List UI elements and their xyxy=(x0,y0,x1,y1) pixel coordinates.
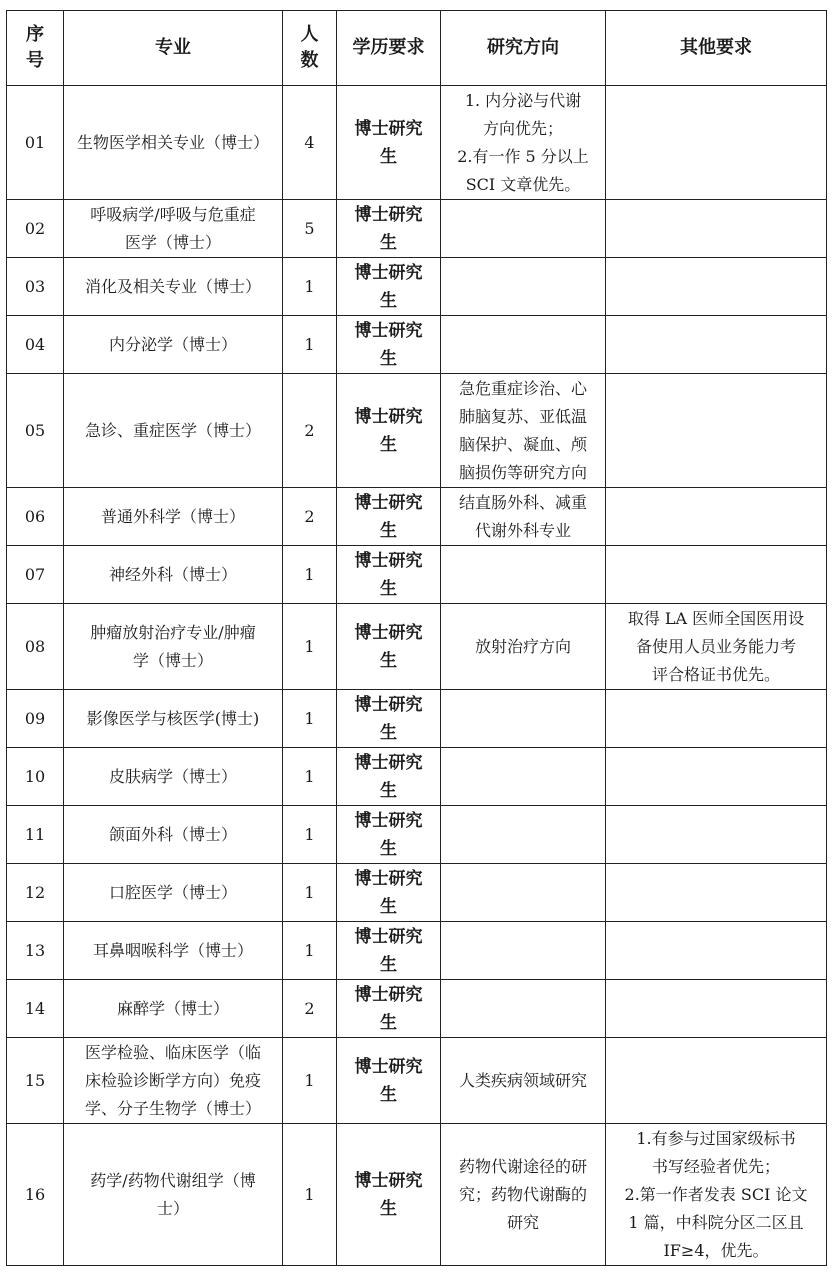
cell-research-line: 放射治疗方向 xyxy=(474,636,571,656)
cell-education-line: 生 xyxy=(380,578,397,599)
cell-education-line: 生 xyxy=(380,1198,397,1219)
cell-education xyxy=(337,200,441,258)
cell-education-line: 博士研究 xyxy=(354,262,423,283)
cell-no: 09 xyxy=(7,690,64,748)
cell-count: 1 xyxy=(283,748,337,806)
table-body xyxy=(7,86,827,1266)
table-row xyxy=(7,1038,827,1124)
table-row xyxy=(7,258,827,316)
cell-education-line: 生 xyxy=(380,1084,397,1105)
cell-other xyxy=(606,980,827,1038)
cell-major-line: 床检验诊断学方向）免疫 xyxy=(84,1070,261,1090)
cell-research-line: 肺脑复苏、亚低温 xyxy=(458,406,587,426)
cell-other-line: 1 篇，中科院分区二区且 xyxy=(628,1212,804,1232)
table-row xyxy=(7,374,827,488)
table-row xyxy=(7,488,827,546)
cell-research xyxy=(441,316,606,374)
cell-major xyxy=(64,546,283,604)
cell-other-line: 取得 LA 医师全国医用设 xyxy=(627,608,805,628)
cell-major-line: 麻醉学（博士） xyxy=(116,998,229,1018)
cell-no: 03 xyxy=(7,258,64,316)
cell-education-line: 生 xyxy=(380,1012,397,1033)
cell-major-line: 生物医学相关专业（博士） xyxy=(76,132,269,152)
cell-other-line: 评合格证书优先。 xyxy=(651,664,780,684)
cell-education xyxy=(337,1124,441,1266)
cell-no: 12 xyxy=(7,864,64,922)
cell-education-line: 生 xyxy=(380,838,397,859)
header-education: 学历要求 xyxy=(337,11,441,86)
table-row xyxy=(7,316,827,374)
cell-education-line: 博士研究 xyxy=(354,550,423,571)
cell-no: 10 xyxy=(7,748,64,806)
cell-no: 15 xyxy=(7,1038,64,1124)
cell-other-line: 1.有参与过国家级标书 xyxy=(636,1128,796,1148)
cell-other xyxy=(606,546,827,604)
table-row xyxy=(7,806,827,864)
cell-research-line: 急危重症诊治、心 xyxy=(458,378,587,398)
cell-no: 04 xyxy=(7,316,64,374)
cell-education-line: 博士研究 xyxy=(354,984,423,1005)
cell-education-line: 生 xyxy=(380,650,397,671)
cell-research xyxy=(441,374,606,488)
cell-research xyxy=(441,1124,606,1266)
cell-education-line: 博士研究 xyxy=(354,118,423,139)
cell-no: 13 xyxy=(7,922,64,980)
cell-major xyxy=(64,374,283,488)
cell-other xyxy=(606,258,827,316)
cell-education-line: 生 xyxy=(380,434,397,455)
cell-other xyxy=(606,316,827,374)
cell-major-line: 神经外科（博士） xyxy=(108,564,237,584)
cell-major-line: 耳鼻咽喉科学（博士） xyxy=(92,940,253,960)
cell-research xyxy=(441,864,606,922)
cell-education-line: 生 xyxy=(380,954,397,975)
cell-count: 1 xyxy=(283,1038,337,1124)
cell-education xyxy=(337,316,441,374)
cell-education-line: 生 xyxy=(380,232,397,253)
cell-other xyxy=(606,604,827,690)
cell-major-line: 颌面外科（博士） xyxy=(108,824,237,844)
cell-education-line: 博士研究 xyxy=(354,810,423,831)
cell-research-line: 脑损伤等研究方向 xyxy=(458,462,587,482)
cell-count: 1 xyxy=(283,316,337,374)
cell-education-line: 生 xyxy=(380,290,397,311)
cell-other xyxy=(606,806,827,864)
table-row xyxy=(7,1124,827,1266)
cell-major-line: 士） xyxy=(156,1198,189,1218)
cell-major xyxy=(64,806,283,864)
cell-education-line: 生 xyxy=(380,348,397,369)
cell-research xyxy=(441,546,606,604)
cell-education-line: 生 xyxy=(380,722,397,743)
header-major: 专业 xyxy=(64,11,283,86)
cell-research-line: 药物代谢途径的研 xyxy=(458,1156,587,1176)
cell-research xyxy=(441,806,606,864)
table-row xyxy=(7,604,827,690)
cell-count: 1 xyxy=(283,922,337,980)
cell-major-line: 影像医学与核医学(博士) xyxy=(86,708,260,728)
cell-no: 16 xyxy=(7,1124,64,1266)
table-row xyxy=(7,748,827,806)
cell-education-line: 生 xyxy=(380,896,397,917)
cell-research-line: 结直肠外科、减重 xyxy=(458,492,587,512)
cell-other-line: 2.第一作者发表 SCI 论文 xyxy=(624,1184,808,1204)
table-row xyxy=(7,546,827,604)
cell-other xyxy=(606,748,827,806)
cell-education xyxy=(337,980,441,1038)
cell-education-line: 博士研究 xyxy=(354,694,423,715)
cell-education xyxy=(337,488,441,546)
recruitment-table xyxy=(6,10,827,1266)
cell-education-line: 博士研究 xyxy=(354,1170,423,1191)
cell-major xyxy=(64,690,283,748)
cell-count: 1 xyxy=(283,1124,337,1266)
cell-education-line: 生 xyxy=(380,520,397,541)
cell-education xyxy=(337,258,441,316)
cell-other-line: IF≥4，优先。 xyxy=(663,1240,769,1260)
cell-education xyxy=(337,690,441,748)
cell-other xyxy=(606,488,827,546)
cell-count: 1 xyxy=(283,806,337,864)
cell-research-line: 1. 内分泌与代谢 xyxy=(464,90,582,110)
cell-education-line: 博士研究 xyxy=(354,926,423,947)
cell-education-line: 博士研究 xyxy=(354,752,423,773)
cell-major xyxy=(64,922,283,980)
cell-no: 02 xyxy=(7,200,64,258)
cell-education-line: 博士研究 xyxy=(354,204,423,225)
cell-count: 1 xyxy=(283,258,337,316)
cell-count: 1 xyxy=(283,690,337,748)
cell-education xyxy=(337,806,441,864)
cell-research xyxy=(441,488,606,546)
cell-education-line: 博士研究 xyxy=(354,320,423,341)
header-count: 人 数 xyxy=(283,11,337,86)
cell-research xyxy=(441,86,606,200)
cell-major-line: 普通外科学（博士） xyxy=(100,506,245,526)
cell-major-line: 口腔医学（博士） xyxy=(108,882,237,902)
cell-other xyxy=(606,864,827,922)
cell-research-line: 究；药物代谢酶的 xyxy=(458,1184,587,1204)
cell-research xyxy=(441,980,606,1038)
table-row xyxy=(7,200,827,258)
table-row xyxy=(7,980,827,1038)
cell-research xyxy=(441,200,606,258)
cell-major xyxy=(64,980,283,1038)
cell-major xyxy=(64,258,283,316)
table-row xyxy=(7,690,827,748)
cell-education-line: 博士研究 xyxy=(354,1056,423,1077)
cell-research xyxy=(441,922,606,980)
cell-education xyxy=(337,546,441,604)
cell-education xyxy=(337,1038,441,1124)
cell-count: 5 xyxy=(283,200,337,258)
cell-education xyxy=(337,86,441,200)
cell-research xyxy=(441,748,606,806)
cell-major xyxy=(64,488,283,546)
cell-count: 2 xyxy=(283,488,337,546)
cell-education xyxy=(337,604,441,690)
cell-other xyxy=(606,200,827,258)
table-row xyxy=(7,86,827,200)
header-research: 研究方向 xyxy=(441,11,606,86)
cell-no: 07 xyxy=(7,546,64,604)
cell-count: 4 xyxy=(283,86,337,200)
cell-research xyxy=(441,604,606,690)
cell-education xyxy=(337,922,441,980)
cell-education xyxy=(337,374,441,488)
cell-major xyxy=(64,1124,283,1266)
cell-research-line: 代谢外科专业 xyxy=(474,520,571,540)
cell-education-line: 博士研究 xyxy=(354,622,423,643)
cell-research-line: 脑保护、凝血、颅 xyxy=(458,434,587,454)
cell-no: 14 xyxy=(7,980,64,1038)
cell-count: 1 xyxy=(283,546,337,604)
cell-research xyxy=(441,258,606,316)
header-other: 其他要求 xyxy=(606,11,827,86)
cell-research xyxy=(441,1038,606,1124)
cell-major-line: 消化及相关专业（博士） xyxy=(84,276,261,296)
cell-other xyxy=(606,86,827,200)
cell-other-line: 备使用人员业务能力考 xyxy=(635,636,796,656)
cell-education xyxy=(337,864,441,922)
cell-major-line: 学、分子生物学（博士） xyxy=(84,1098,261,1118)
cell-major xyxy=(64,864,283,922)
cell-no: 08 xyxy=(7,604,64,690)
cell-other-line: 书写经验者优先； xyxy=(651,1156,780,1176)
cell-education-line: 生 xyxy=(380,146,397,167)
cell-education-line: 博士研究 xyxy=(354,868,423,889)
cell-major xyxy=(64,316,283,374)
cell-education-line: 博士研究 xyxy=(354,492,423,513)
cell-other xyxy=(606,1124,827,1266)
cell-major-line: 内分泌学（博士） xyxy=(108,334,237,354)
cell-education xyxy=(337,748,441,806)
cell-major xyxy=(64,200,283,258)
cell-major-line: 药学/药物代谢组学（博 xyxy=(90,1170,256,1190)
cell-other xyxy=(606,374,827,488)
cell-other xyxy=(606,922,827,980)
cell-research-line: SCI 文章优先。 xyxy=(465,174,581,194)
table-row xyxy=(7,864,827,922)
cell-count: 2 xyxy=(283,980,337,1038)
cell-other xyxy=(606,1038,827,1124)
table-row xyxy=(7,922,827,980)
cell-major xyxy=(64,1038,283,1124)
cell-major xyxy=(64,86,283,200)
cell-major-line: 医学（博士） xyxy=(124,232,221,252)
header-row xyxy=(7,11,827,86)
cell-research-line: 人类疾病领域研究 xyxy=(458,1070,587,1090)
cell-research-line: 方向优先； xyxy=(482,118,563,138)
cell-no: 01 xyxy=(7,86,64,200)
cell-research-line: 研究 xyxy=(506,1212,539,1232)
cell-major-line: 急诊、重症医学（博士） xyxy=(84,420,261,440)
cell-major xyxy=(64,748,283,806)
cell-research xyxy=(441,690,606,748)
cell-research-line: 2.有一作 5 分以上 xyxy=(457,146,589,166)
cell-no: 11 xyxy=(7,806,64,864)
cell-major-line: 学（博士） xyxy=(132,650,213,670)
cell-major-line: 肿瘤放射治疗专业/肿瘤 xyxy=(90,622,256,642)
cell-no: 06 xyxy=(7,488,64,546)
cell-major-line: 呼吸病学/呼吸与危重症 xyxy=(90,204,256,224)
cell-education-line: 生 xyxy=(380,780,397,801)
cell-count: 1 xyxy=(283,864,337,922)
cell-education-line: 博士研究 xyxy=(354,406,423,427)
header-no: 序 号 xyxy=(7,11,64,86)
cell-major-line: 皮肤病学（博士） xyxy=(108,766,237,786)
cell-major xyxy=(64,604,283,690)
cell-no: 05 xyxy=(7,374,64,488)
cell-count: 1 xyxy=(283,604,337,690)
cell-count: 2 xyxy=(283,374,337,488)
cell-major-line: 医学检验、临床医学（临 xyxy=(84,1042,261,1062)
cell-other xyxy=(606,690,827,748)
